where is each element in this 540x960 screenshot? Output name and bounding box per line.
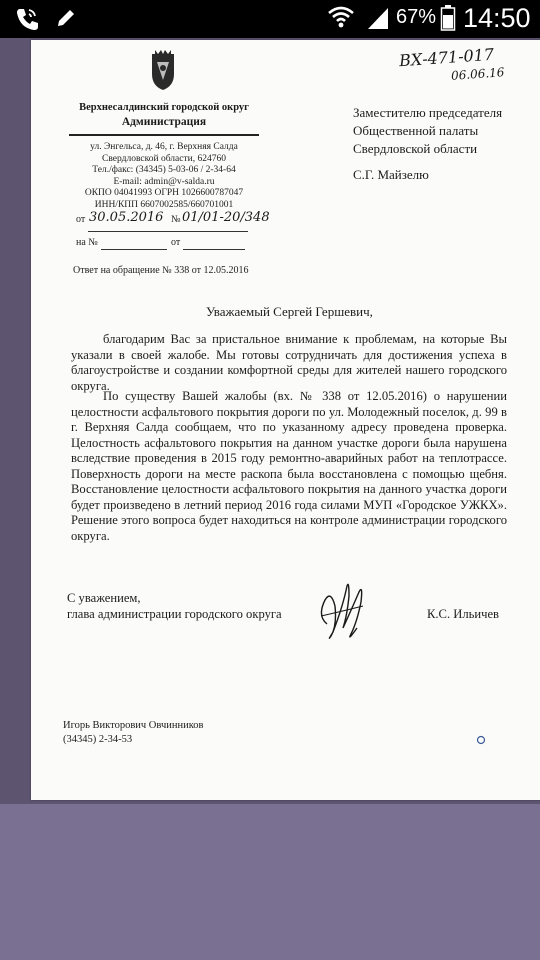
email-line: E-mail: admin@v-salda.ru xyxy=(113,176,215,187)
reply-reference: Ответ на обращение № 338 от 12.05.2016 xyxy=(73,265,249,276)
clock: 14:50 xyxy=(463,3,531,33)
coat-of-arms-icon xyxy=(146,50,180,92)
date-prefix: от xyxy=(76,214,86,225)
closing-block xyxy=(67,590,282,622)
greeting: Уважаемый Сергей Гершевич, xyxy=(206,304,373,319)
missed-call-icon xyxy=(14,6,40,32)
battery-percent: 67% xyxy=(396,6,437,28)
document-viewer[interactable] xyxy=(0,38,540,804)
signature-icon xyxy=(313,576,373,648)
number-value: 01/01-20/348 xyxy=(182,210,270,225)
signal-icon xyxy=(366,6,390,30)
ot-line xyxy=(183,249,245,250)
date-underline xyxy=(88,231,248,232)
address-line: ул. Энгельса, д. 46, г. Верхняя Салда xyxy=(90,142,238,152)
wifi-icon xyxy=(327,4,355,30)
executor-block xyxy=(63,719,203,747)
okpo-line: ОКПО 04041993 ОГРН 1026600787047 xyxy=(84,188,244,198)
closing-line: С уважением, xyxy=(67,591,141,605)
addressee-block xyxy=(353,104,513,158)
handwritten-date: 06.06.16 xyxy=(450,65,505,83)
handwritten-ref: ВХ-471-017 xyxy=(398,44,495,71)
date-value: 30.05.2016 xyxy=(89,210,164,225)
paragraph-1: благодарим Вас за пристальное внимание к проблемам, на которые Вы указали в своей жалобе. Мы готовы сотрудничать для достижения успеха в благоустройстве и создании комфортной среды для жителей нашего городского округа. xyxy=(71,332,507,393)
addressee-line: Заместителю председателя xyxy=(353,105,503,120)
na-line xyxy=(101,249,167,250)
circle-mark-icon xyxy=(475,734,487,746)
address-line: Свердловской области, 624760 xyxy=(102,153,226,164)
status-bar xyxy=(0,0,540,38)
addressee-line: Свердловской области xyxy=(353,141,478,156)
letter-page xyxy=(31,40,540,800)
paragraph-2: По существу Вашей жалобы (вх. № 338 от 12.05.2016) о нарушении целостности асфальтового покрытия дороги по ул. Молодежный поселок, д. 99 в г. Верхняя Салда сообщаем, что по указанному адресу проведена проверка. Целостность асфальтового покрытия на данном участке дороги была нарушена вследствие проведения в 2015 году ремонтно-аварийных работ на теплотрассе. Поверхность дороги на месте раскопа была восстановлена с помощью щебня. Восстановление целостности асфальтового покрытия на данного участка дороги будет произведено в летний период 2016 года силами МУП «Городское УЖКХ». Решение этого вопроса будет находиться на контроле администрации городского округа. xyxy=(71,389,507,543)
ot-label: от xyxy=(171,237,181,248)
inn-line: ИНН/КПП 6607002585/660701001 xyxy=(94,199,234,210)
edit-icon xyxy=(54,6,78,30)
executor-phone: (34345) 2-34-53 xyxy=(63,734,133,745)
phone-line: Тел./факс: (34345) 5-03-06 / 2-34-64 xyxy=(92,165,236,175)
executor-name: Игорь Викторович Овчинников xyxy=(63,720,204,731)
na-label: на № xyxy=(76,237,98,248)
addressee-line: Общественной палаты xyxy=(353,123,479,138)
org-name: Верхнесалдинский городской округ xyxy=(79,102,249,113)
letterhead-divider xyxy=(69,134,259,136)
closing-line: глава администрации городского округа xyxy=(67,607,282,621)
addressee-name: С.Г. Майзелю xyxy=(353,167,429,182)
number-prefix: № xyxy=(171,214,181,225)
address-block xyxy=(69,142,259,211)
battery-icon xyxy=(440,4,456,32)
org-dept: Администрация xyxy=(121,116,207,128)
signatory-name: К.С. Ильичев xyxy=(427,607,499,621)
